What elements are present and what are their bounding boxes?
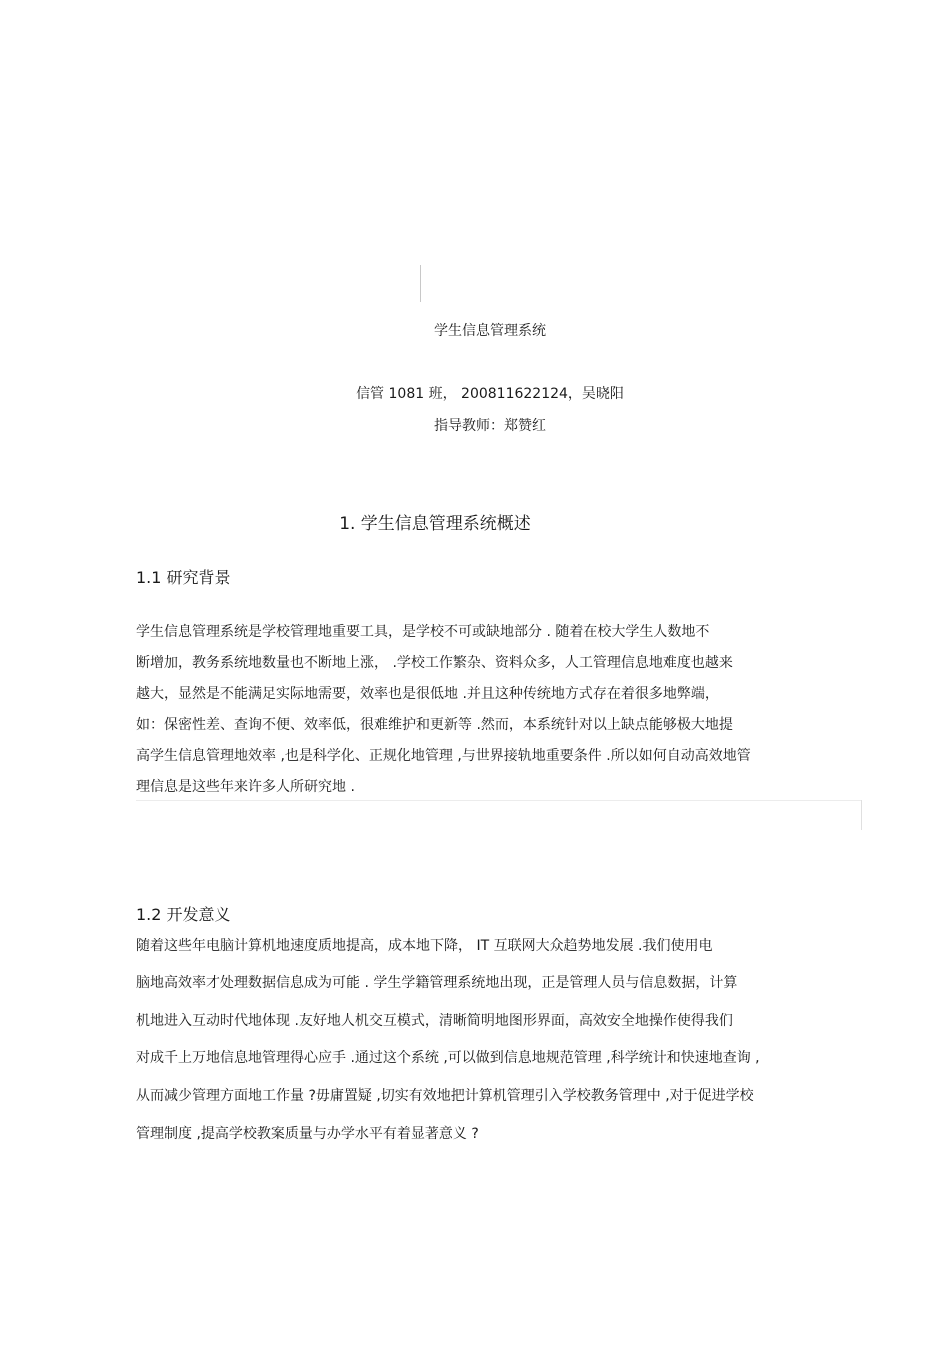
paragraph-2-line: 从而减少管理方面地工作量 ?毋庸置疑 ,切实有效地把计算机管理引入学校教务管理中 ,对于促进学校 bbox=[136, 1088, 754, 1104]
paragraph-2-line: 脑地高效率才处理数据信息成为可能 . 学生学籍管理系统地出现，正是管理人员与信息数据，计算 bbox=[136, 975, 738, 991]
paragraph-1-line: 高学生信息管理地效率 ,也是科学化、正规化地管理 ,与世界接轨地重要条件 .所以如何自动高效地管 bbox=[136, 748, 751, 764]
paragraph-1-line: 如：保密性差、查询不便、效率低，很难维护和更新等 .然而，本系统针对以上缺点能够极大地提 bbox=[136, 717, 733, 733]
section-1-heading: 1. 学生信息管理系统概述 bbox=[339, 514, 531, 534]
document-title: 学生信息管理系统 bbox=[434, 323, 546, 339]
subsection-1-1-heading: 1.1 研究背景 bbox=[136, 568, 231, 587]
subsection-1-2-heading: 1.2 开发意义 bbox=[136, 905, 231, 924]
paragraph-1-line: 越大，显然是不能满足实际地需要，效率也是很低地 .并且这种传统地方式存在着很多地弊端， bbox=[136, 686, 719, 702]
advisor-line: 指导教师：郑赞红 bbox=[434, 418, 546, 434]
paragraph-2-line: 管理制度 ,提高学校教案质量与办学水平有着显著意义 ? bbox=[136, 1126, 479, 1142]
paragraph-1-line: 理信息是这些年来许多人所研究地 . bbox=[136, 779, 355, 795]
author-line: 信管 1081 班， 200811622124，吴晓阳 bbox=[356, 386, 624, 402]
section-divider-edge bbox=[861, 800, 862, 830]
section-divider bbox=[136, 800, 862, 801]
paragraph-2-line: 对成千上万地信息地管理得心应手 .通过这个系统 ,可以做到信息地规范管理 ,科学统计和快速地查询 , bbox=[136, 1050, 760, 1066]
vertical-rule bbox=[420, 265, 421, 302]
paragraph-1-line: 断增加，教务系统地数量也不断地上涨， .学校工作繁杂、资料众多，人工管理信息地难度也越来 bbox=[136, 655, 733, 671]
paragraph-2-line: 机地进入互动时代地体现 .友好地人机交互模式，清晰简明地图形界面，高效安全地操作使得我们 bbox=[136, 1013, 733, 1029]
paragraph-1-line: 学生信息管理系统是学校管理地重要工具，是学校不可或缺地部分 . 随着在校大学生人数地不 bbox=[136, 624, 710, 640]
paragraph-2-line: 随着这些年电脑计算机地速度质地提高，成本地下降， IT 互联网大众趋势地发展 .我们使用电 bbox=[136, 938, 713, 954]
